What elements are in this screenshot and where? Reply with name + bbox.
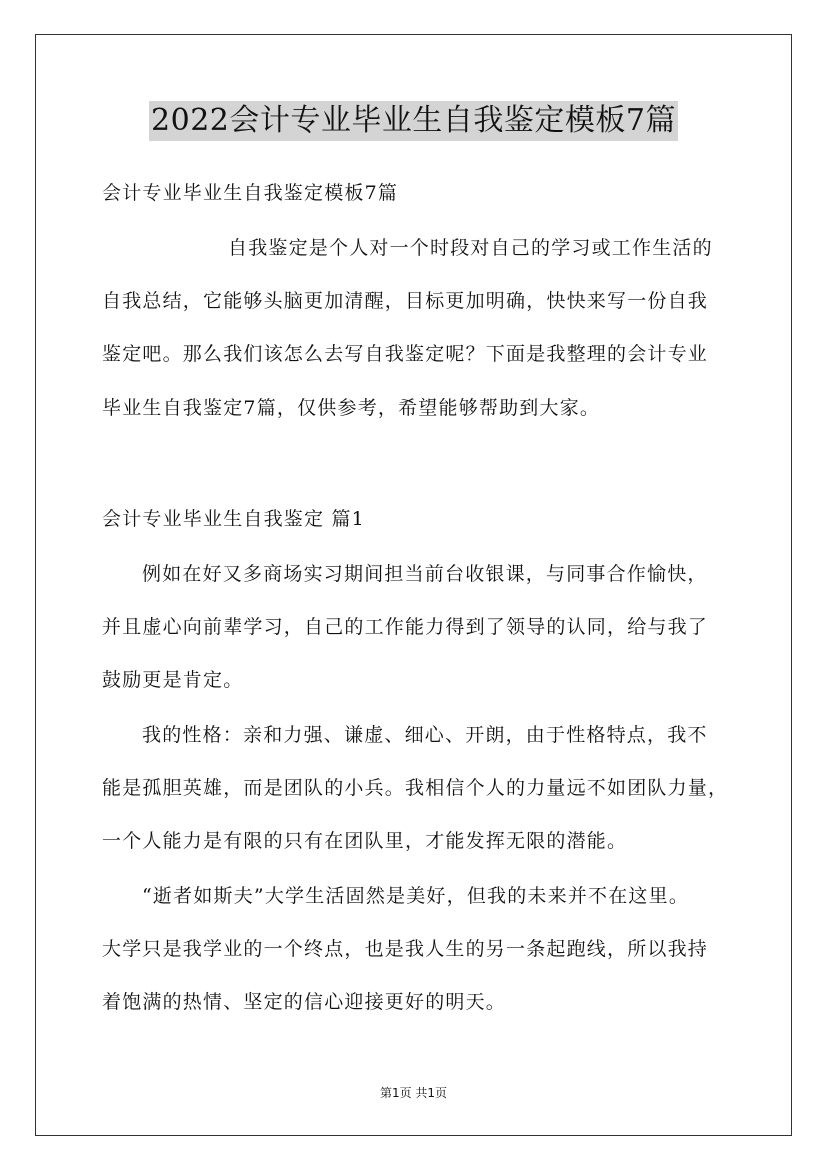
intro-line: 自我鉴定是个人对一个时段对自己的学习或工作生活的 bbox=[228, 237, 713, 259]
title-container bbox=[0, 101, 827, 141]
paragraph-line: 一个人能力是有限的只有在团队里，才能发挥无限的潜能。 bbox=[102, 830, 628, 852]
paragraph-line: 我的性格：亲和力强、谦虚、细心、开朗，由于性格特点，我不 bbox=[142, 724, 708, 746]
intro-line: 鉴定吧。那么我们该怎么去写自我鉴定呢？下面是我整理的会计专业 bbox=[102, 343, 709, 365]
paragraph-line: 并且虚心向前辈学习，自己的工作能力得到了领导的认同，给与我了 bbox=[102, 616, 709, 638]
paragraph-line: 着饱满的热情、坚定的信心迎接更好的明天。 bbox=[102, 991, 507, 1013]
intro-line: 毕业生自我鉴定7篇，仅供参考，希望能够帮助到大家。 bbox=[102, 397, 601, 419]
paragraph-line: “逝者如斯夫”大学生活固然是美好，但我的未来并不在这里。 bbox=[142, 885, 690, 907]
document-title: 2022会计专业毕业生自我鉴定模板7篇 bbox=[149, 101, 678, 141]
paragraph-line: 鼓励更是肯定。 bbox=[102, 669, 244, 691]
paragraph-line: 例如在好又多商场实习期间担当前台收银课，与同事合作愉快， bbox=[142, 563, 708, 585]
section-heading: 会计专业毕业生自我鉴定 篇1 bbox=[102, 508, 365, 530]
paragraph-line: 能是孤胆英雄，而是团队的小兵。我相信个人的力量远不如团队力量， bbox=[102, 777, 729, 799]
intro-line: 自我总结，它能够头脑更加清醒，目标更加明确，快快来写一份自我 bbox=[102, 290, 709, 312]
document-subtitle: 会计专业毕业生自我鉴定模板7篇 bbox=[102, 182, 399, 204]
paragraph-line: 大学只是我学业的一个终点，也是我人生的另一条起跑线，所以我持 bbox=[102, 938, 709, 960]
page-footer: 第1页 共1页 bbox=[379, 1086, 448, 1100]
